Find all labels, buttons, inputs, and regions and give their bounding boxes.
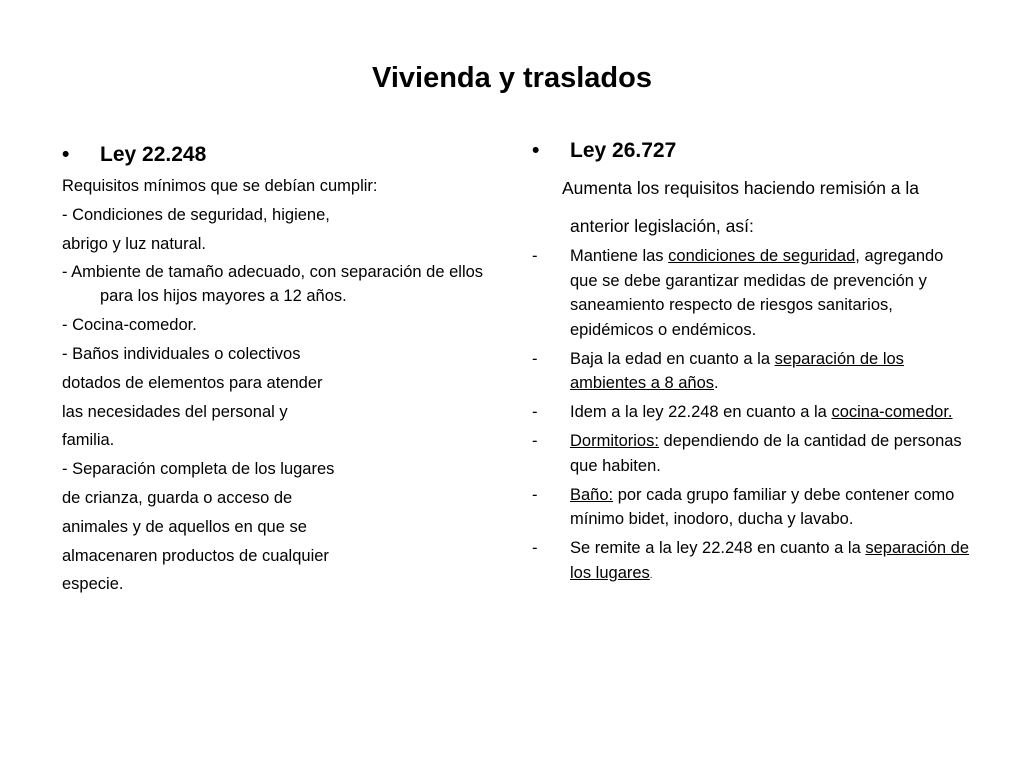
slide-title: Vivienda y traslados	[372, 62, 652, 94]
right-intro-line-1: Aumenta los requisitos haciendo remisión a la	[562, 178, 919, 198]
left-heading	[62, 140, 502, 170]
dash-bullet: -	[532, 485, 538, 504]
right-intro-line-2: anterior legislación, así:	[570, 216, 754, 236]
dash-bullet: -	[532, 539, 538, 557]
left-line: - Baños individuales o colectivos	[62, 344, 301, 363]
list-item	[532, 483, 972, 532]
bullet-icon: •	[532, 139, 540, 162]
left-line: - Separación completa de los lugares	[62, 460, 335, 479]
left-line: especie.	[62, 575, 124, 594]
left-line: Requisitos mínimos que se debían cumplir:	[62, 177, 378, 195]
left-line: - Condiciones de seguridad, higiene,	[62, 205, 330, 224]
left-line: abrigo y luz natural.	[62, 234, 206, 253]
underlined-term: condiciones de seguridad	[668, 247, 856, 265]
list-item	[532, 400, 972, 425]
dash-bullet: -	[532, 349, 538, 368]
underlined-term: separación de los lugares	[570, 539, 970, 582]
left-line: de crianza, guarda o acceso de	[62, 488, 293, 507]
left-column	[62, 140, 502, 601]
dash-bullet: -	[532, 432, 538, 450]
dash-bullet: -	[532, 403, 538, 421]
left-line: animales y de aquellos en que se	[62, 517, 307, 536]
underlined-term: Dormitorios:	[570, 432, 659, 450]
item-text: , agregando que se debe garantizar medidas de prevención y saneamiento respecto de riesgos sanitarios, epidémicos o endémicos.	[570, 247, 944, 339]
left-heading-text: Ley 22.248	[100, 143, 207, 166]
left-line: - Ambiente de tamaño adecuado, con separación de ellos para los hijos mayores a 12 años.	[62, 263, 484, 306]
bullet-icon: •	[62, 143, 70, 166]
dash-bullet: -	[532, 247, 538, 265]
list-item	[532, 536, 972, 588]
item-text: Baja la edad en cuanto a la	[570, 349, 775, 368]
left-line: familia.	[62, 431, 115, 450]
item-text: .	[649, 569, 653, 581]
item-text: dependiendo de la cantidad de personas que habiten.	[570, 432, 962, 475]
item-text: .	[714, 374, 719, 392]
right-column	[532, 136, 972, 593]
item-text: Idem a la ley 22.248 en cuanto a la	[570, 403, 832, 421]
item-text: por cada grupo familiar y debe contener como mínimo bidet, inodoro, ducha y lavabo.	[570, 485, 955, 528]
underlined-term: Baño:	[570, 485, 614, 504]
left-line: - Cocina-comedor.	[62, 316, 197, 335]
left-line: almacenaren productos de cualquier	[62, 546, 329, 565]
underlined-term: cocina-comedor.	[831, 403, 953, 421]
item-text: Mantiene las	[570, 247, 669, 265]
left-line: dotados de elementos para atender	[62, 373, 323, 392]
right-heading	[532, 136, 972, 166]
underlined-term: separación de los ambientes a 8 años	[570, 349, 904, 392]
list-item	[532, 429, 972, 478]
item-text: Se remite a la ley 22.248 en cuanto a la	[570, 539, 866, 557]
right-heading-text: Ley 26.727	[570, 139, 677, 162]
list-item	[532, 244, 972, 342]
list-item	[532, 347, 972, 396]
left-line: las necesidades del personal y	[62, 402, 288, 421]
